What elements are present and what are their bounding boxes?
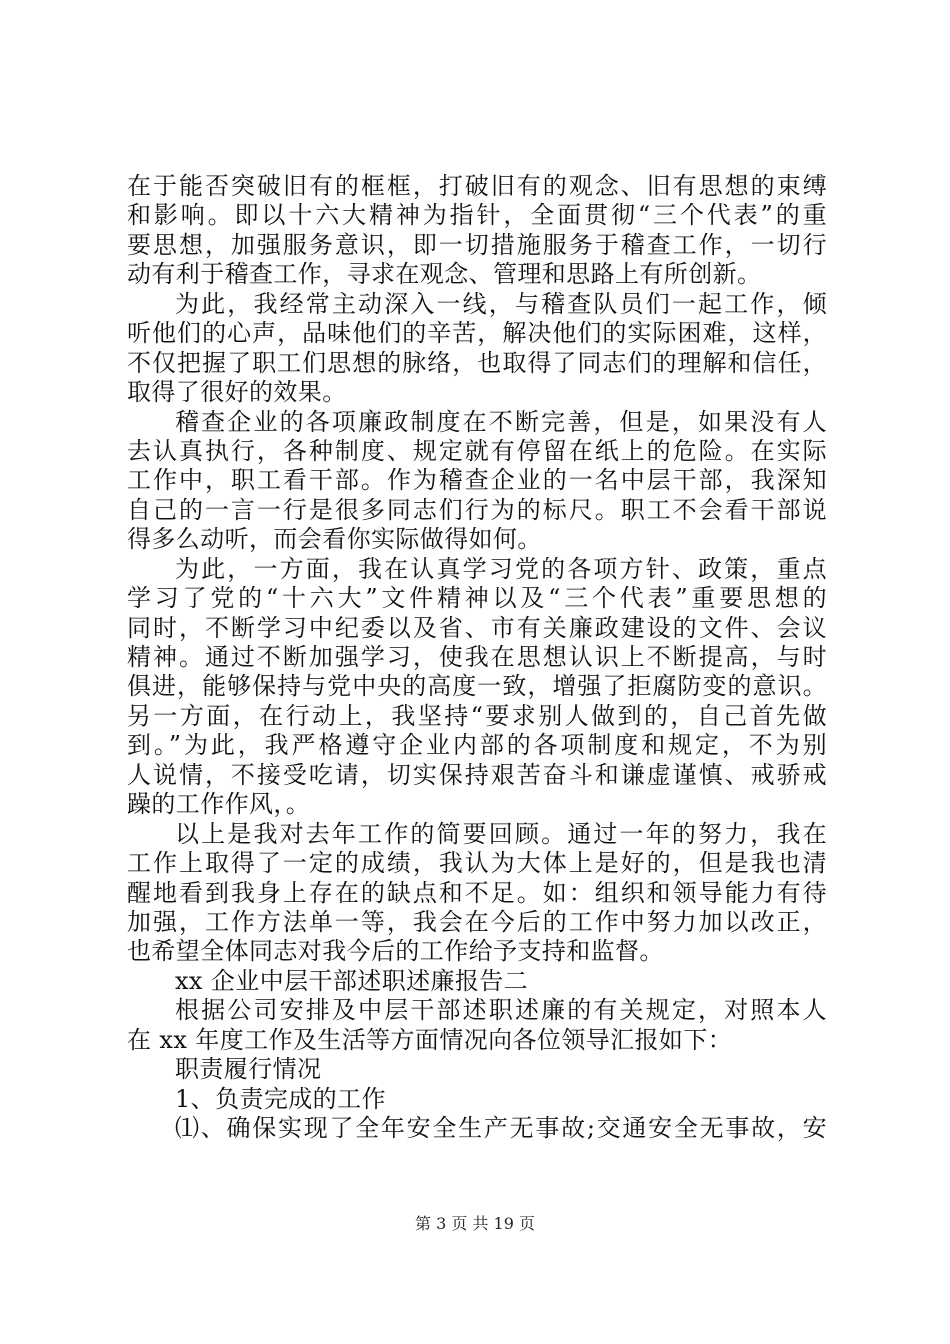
text-line: 醒地看到我身上存在的缺点和不足。如：组织和领导能力有待 [127,878,827,907]
text-line: 同时，不断学习中纪委以及省、市有关廉政建设的文件、会议 [127,613,827,642]
paragraph-first-line: 稽查企业的各项廉政制度在不断完善，但是，如果没有人 [175,407,827,436]
text-line: 不仅把握了职工们思想的脉络，也取得了同志们的理解和信任， [127,348,827,377]
text-line: 也希望全体同志对我今后的工作给予支持和监督。 [127,937,664,966]
text-line: 加强，工作方法单一等，我会在今后的工作中努力加以改正， [127,907,827,936]
text-line: 学习了党的“十六大”文件精神以及“三个代表”重要思想的 [127,584,827,613]
subheading: 职责履行情况 [175,1055,322,1084]
text-line: 人说情，不接受吃请，切实保持艰苦奋斗和谦虚谨慎、戒骄戒 [127,760,827,789]
text-line: 去认真执行，各种制度、规定就有停留在纸上的危险。在实际 [127,436,827,465]
text-line: 听他们的心声，品味他们的辛苦，解决他们的实际困难，这样， [127,319,827,348]
text-line: 自己的一言一行是很多同志们行为的标尺。职工不会看干部说 [127,495,827,524]
text-line: 动有利于稽查工作，寻求在观念、管理和思路上有所创新。 [127,260,762,289]
text-line: 俱进，能够保持与党中央的高度一致，增强了拒腐防变的意识。 [127,672,827,701]
text-line: 要思想，加强服务意识，即一切措施服务于稽查工作，一切行 [127,230,827,259]
text-line: 精神。通过不断加强学习，使我在思想认识上不断提高，与时 [127,643,827,671]
text-line: 在 xx 年度工作及生活等方面情况向各位领导汇报如下： [127,1025,733,1054]
text-line: 到。”为此，我严格遵守企业内部的各项制度和规定，不为别 [127,731,827,760]
list-item: ⑴、确保实现了全年安全生产无事故;交通安全无事故，安 [175,1114,827,1142]
section-heading: xx 企业中层干部述职述廉报告二 [175,966,529,995]
text-line: 和影响。即以十六大精神为指针，全面贯彻“三个代表”的重 [127,201,827,230]
text-line: 另一方面，在行动上，我坚持“要求别人做到的，自己首先做 [127,701,827,730]
text-line: 躁的工作作风，。 [127,790,311,819]
text-line: 取得了很好的效果。 [127,378,347,407]
page-footer: 第 3 页 共 19 页 [415,1214,535,1233]
text-line: 在于能否突破旧有的框框，打破旧有的观念、旧有思想的束缚 [127,172,827,200]
paragraph-first-line: 为此，一方面，我在认真学习党的各项方针、政策，重点 [175,554,827,583]
paragraph-first-line: 为此，我经常主动深入一线，与稽查队员们一起工作，倾 [175,289,827,318]
text-line: 得多么动听，而会看你实际做得如何。 [127,525,542,554]
text-line: 工作中，职工看干部。作为稽查企业的一名中层干部，我深知 [127,466,827,495]
paragraph-first-line: 以上是我对去年工作的简要回顾。通过一年的努力，我在 [175,819,827,848]
paragraph-first-line: 根据公司安排及中层干部述职述廉的有关规定，对照本人 [175,996,827,1025]
document-body [127,172,827,1143]
text-line: 工作上取得了一定的成绩，我认为大体上是好的，但是我也清 [127,849,827,878]
subheading: 1、负责完成的工作 [175,1084,386,1113]
